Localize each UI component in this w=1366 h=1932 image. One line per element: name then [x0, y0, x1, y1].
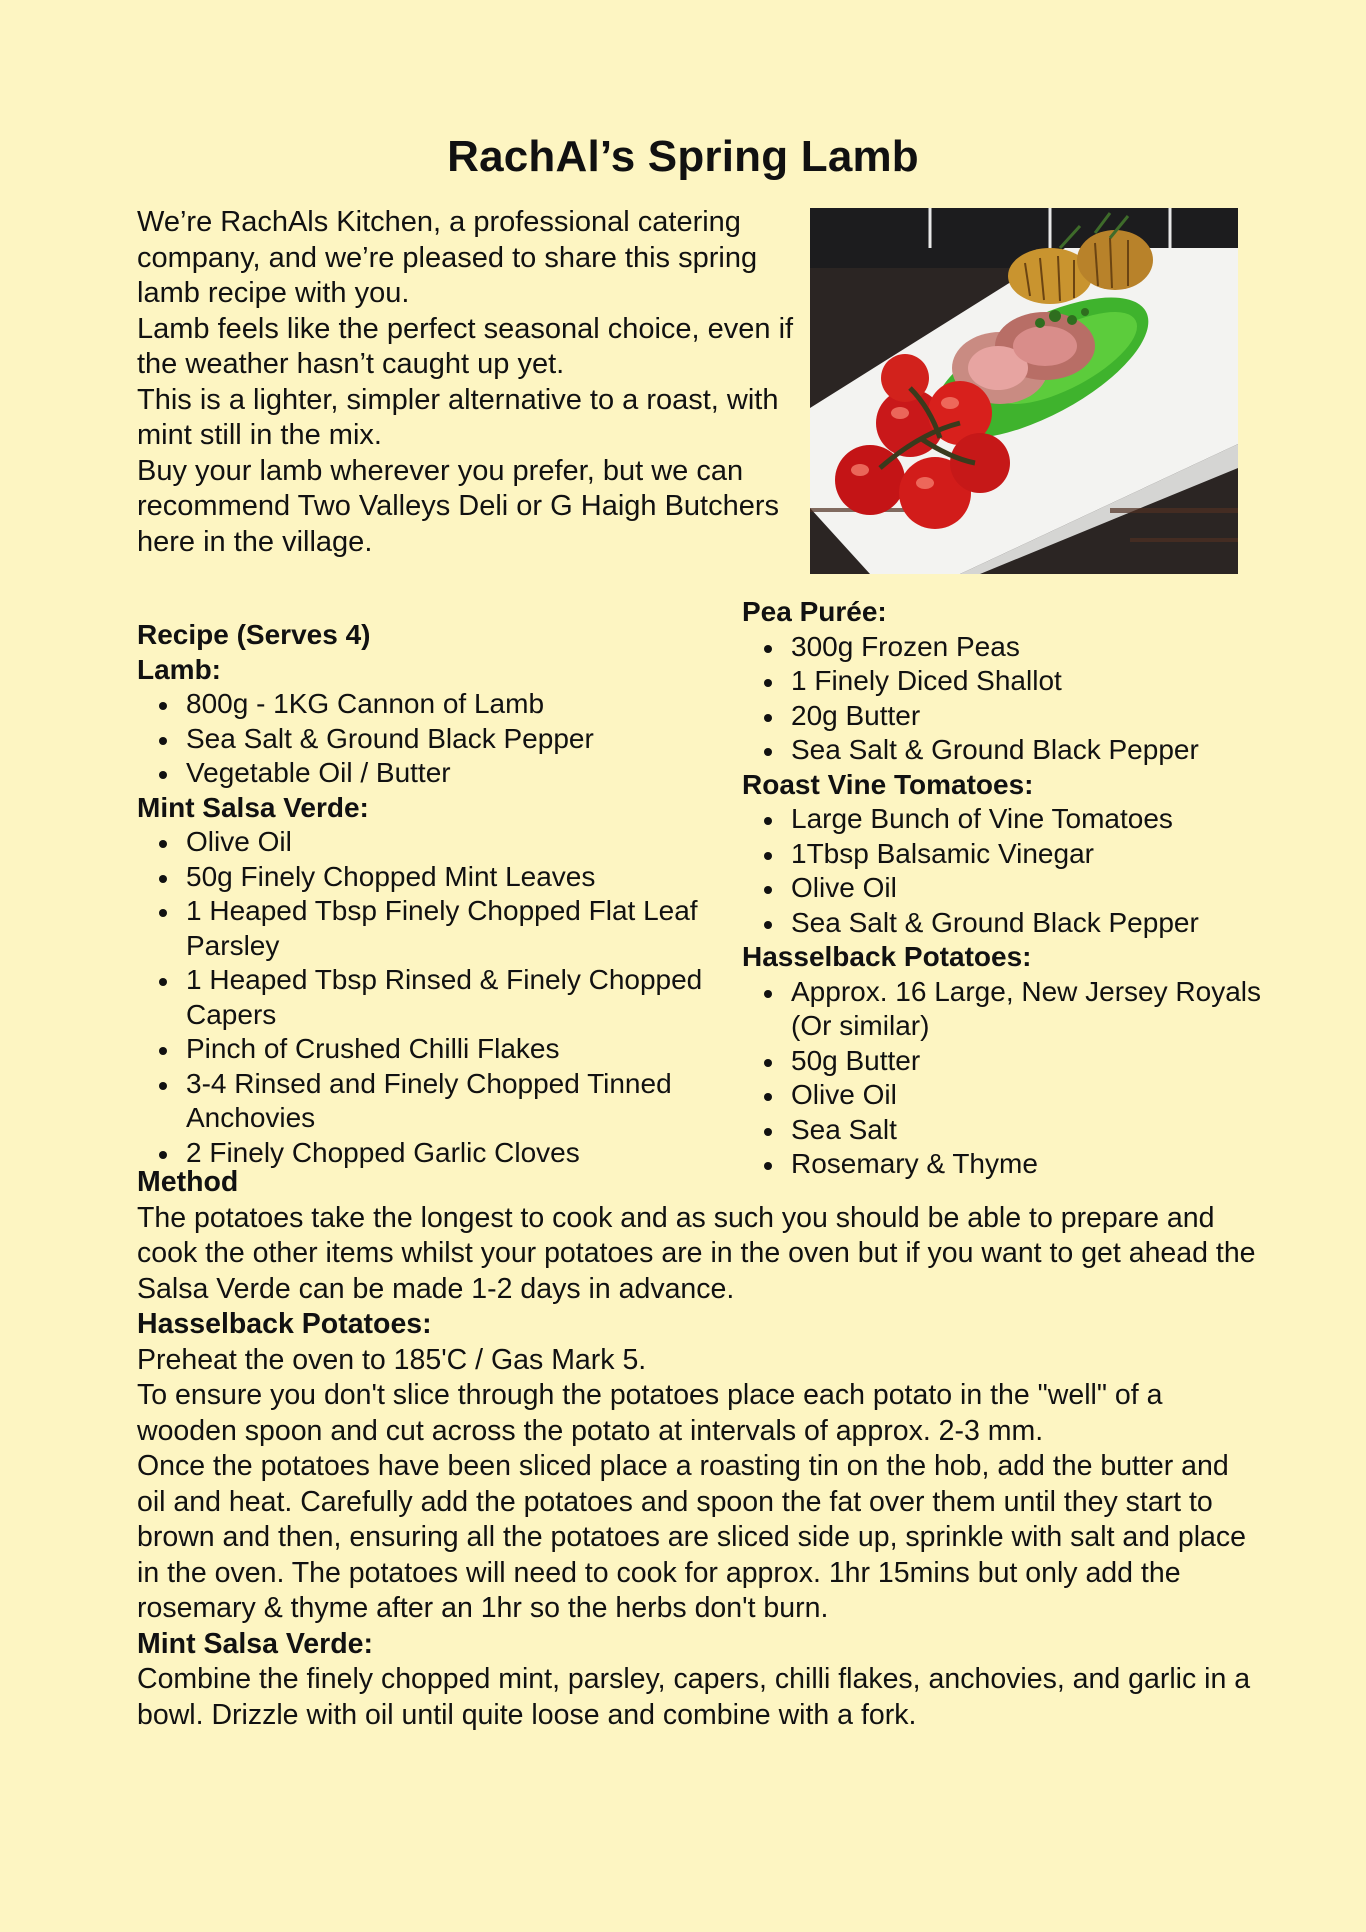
list-item: Olive Oil [186, 825, 717, 860]
intro-paragraph: This is a lighter, simpler alternative to a roast, with mint still in the mix. [137, 383, 779, 451]
list-item: Large Bunch of Vine Tomatoes [791, 802, 1282, 837]
list-item: Sea Salt & Ground Black Pepper [791, 733, 1282, 768]
list-item: 300g Frozen Peas [791, 630, 1282, 665]
list-item: 1 Heaped Tbsp Finely Chopped Flat Leaf Parsley [186, 894, 717, 963]
page-title: RachAl’s Spring Lamb [447, 132, 919, 181]
method-section [137, 1165, 1257, 1733]
list-item: Approx. 16 Large, New Jersey Royals (Or similar) [791, 975, 1282, 1044]
list-item: Olive Oil [791, 871, 1282, 906]
tomatoes-ingredient-list [742, 802, 1282, 940]
list-item: Sea Salt [791, 1113, 1282, 1148]
potatoes-ingredient-list [742, 975, 1282, 1182]
list-item: 20g Butter [791, 699, 1282, 734]
ingredients-right-column [742, 595, 1282, 1182]
method-step: Once the potatoes have been sliced place a roasting tin on the hob, add the butter and oil and heat. Carefully add the potatoes and spoon the fat over them until they start to brown and then, ensuring all the potatoes are sliced side up, sprinkle with salt and place in the oven. The potatoes will need to cook for approx. 1hr 15mins but only add the rosemary & thyme after an 1hr so the herbs don't burn. [137, 1450, 1247, 1624]
lamb-dish-photo [810, 208, 1238, 574]
method-intro: The potatoes take the longest to cook and as such you should be able to prepare and cook the other items whilst your potatoes are in the oven but if you want to get ahead the Salsa Verde can be made 1-2 days in advance. [137, 1201, 1256, 1305]
list-item: 1 Finely Diced Shallot [791, 664, 1282, 699]
method-step: Combine the finely chopped mint, parsley, capers, chilli flakes, anchovies, and garlic in a bowl. Drizzle with oil until quite loose and combine with a fork. [137, 1663, 1251, 1731]
list-item: 3-4 Rinsed and Finely Chopped Tinned Anchovies [186, 1067, 717, 1136]
lamb-dish-illustration [810, 208, 1238, 574]
pea-puree-heading: Pea Purée: [742, 596, 887, 627]
list-item: 50g Finely Chopped Mint Leaves [186, 860, 717, 895]
tomatoes-heading: Roast Vine Tomatoes: [742, 768, 1034, 800]
method-salsa-heading: Mint Salsa Verde: [137, 1627, 374, 1660]
list-item: 1 Heaped Tbsp Rinsed & Finely Chopped Capers [186, 963, 717, 1032]
lamb-heading: Lamb: [137, 653, 221, 685]
intro-paragraph: Buy your lamb wherever you prefer, but we can recommend Two Valleys Deli or G Haigh Butchers here in the village. [137, 454, 780, 558]
method-heading: Method [137, 1166, 239, 1198]
lamb-ingredient-list [137, 687, 717, 791]
list-item: 2 Finely Chopped Garlic Cloves [186, 1136, 717, 1171]
pea-puree-ingredient-list [742, 630, 1282, 768]
list-item: 800g - 1KG Cannon of Lamb [186, 687, 717, 722]
method-potatoes-heading: Hasselback Potatoes: [137, 1308, 432, 1340]
salsa-verde-heading: Mint Salsa Verde: [137, 791, 369, 823]
list-item: Vegetable Oil / Butter [186, 756, 717, 791]
list-item: 1Tbsp Balsamic Vinegar [791, 837, 1282, 872]
recipe-heading: Recipe (Serves 4) [137, 619, 371, 650]
salsa-verde-ingredient-list [137, 825, 717, 1170]
list-item: Pinch of Crushed Chilli Flakes [186, 1032, 717, 1067]
potatoes-heading: Hasselback Potatoes: [742, 941, 1032, 972]
method-step: Preheat the oven to 185'C / Gas Mark 5. [137, 1343, 647, 1376]
list-item: 50g Butter [791, 1044, 1282, 1079]
method-step: To ensure you don't slice through the potatoes place each potato in the "well" of a wooden spoon and cut across the potato at intervals of approx. 2-3 mm. [137, 1379, 1163, 1447]
list-item: Sea Salt & Ground Black Pepper [186, 722, 717, 757]
ingredients-left-column [137, 618, 717, 1170]
intro-paragraph: Lamb feels like the perfect seasonal choice, even if the weather hasn’t caught up yet. [137, 312, 794, 380]
list-item: Olive Oil [791, 1078, 1282, 1113]
intro-paragraph: We’re RachAls Kitchen, a professional catering company, and we’re pleased to share this spring lamb recipe with you. [137, 206, 758, 309]
list-item: Sea Salt & Ground Black Pepper [791, 906, 1282, 941]
intro-text [137, 205, 797, 560]
list-item: Rosemary & Thyme [791, 1147, 1282, 1182]
